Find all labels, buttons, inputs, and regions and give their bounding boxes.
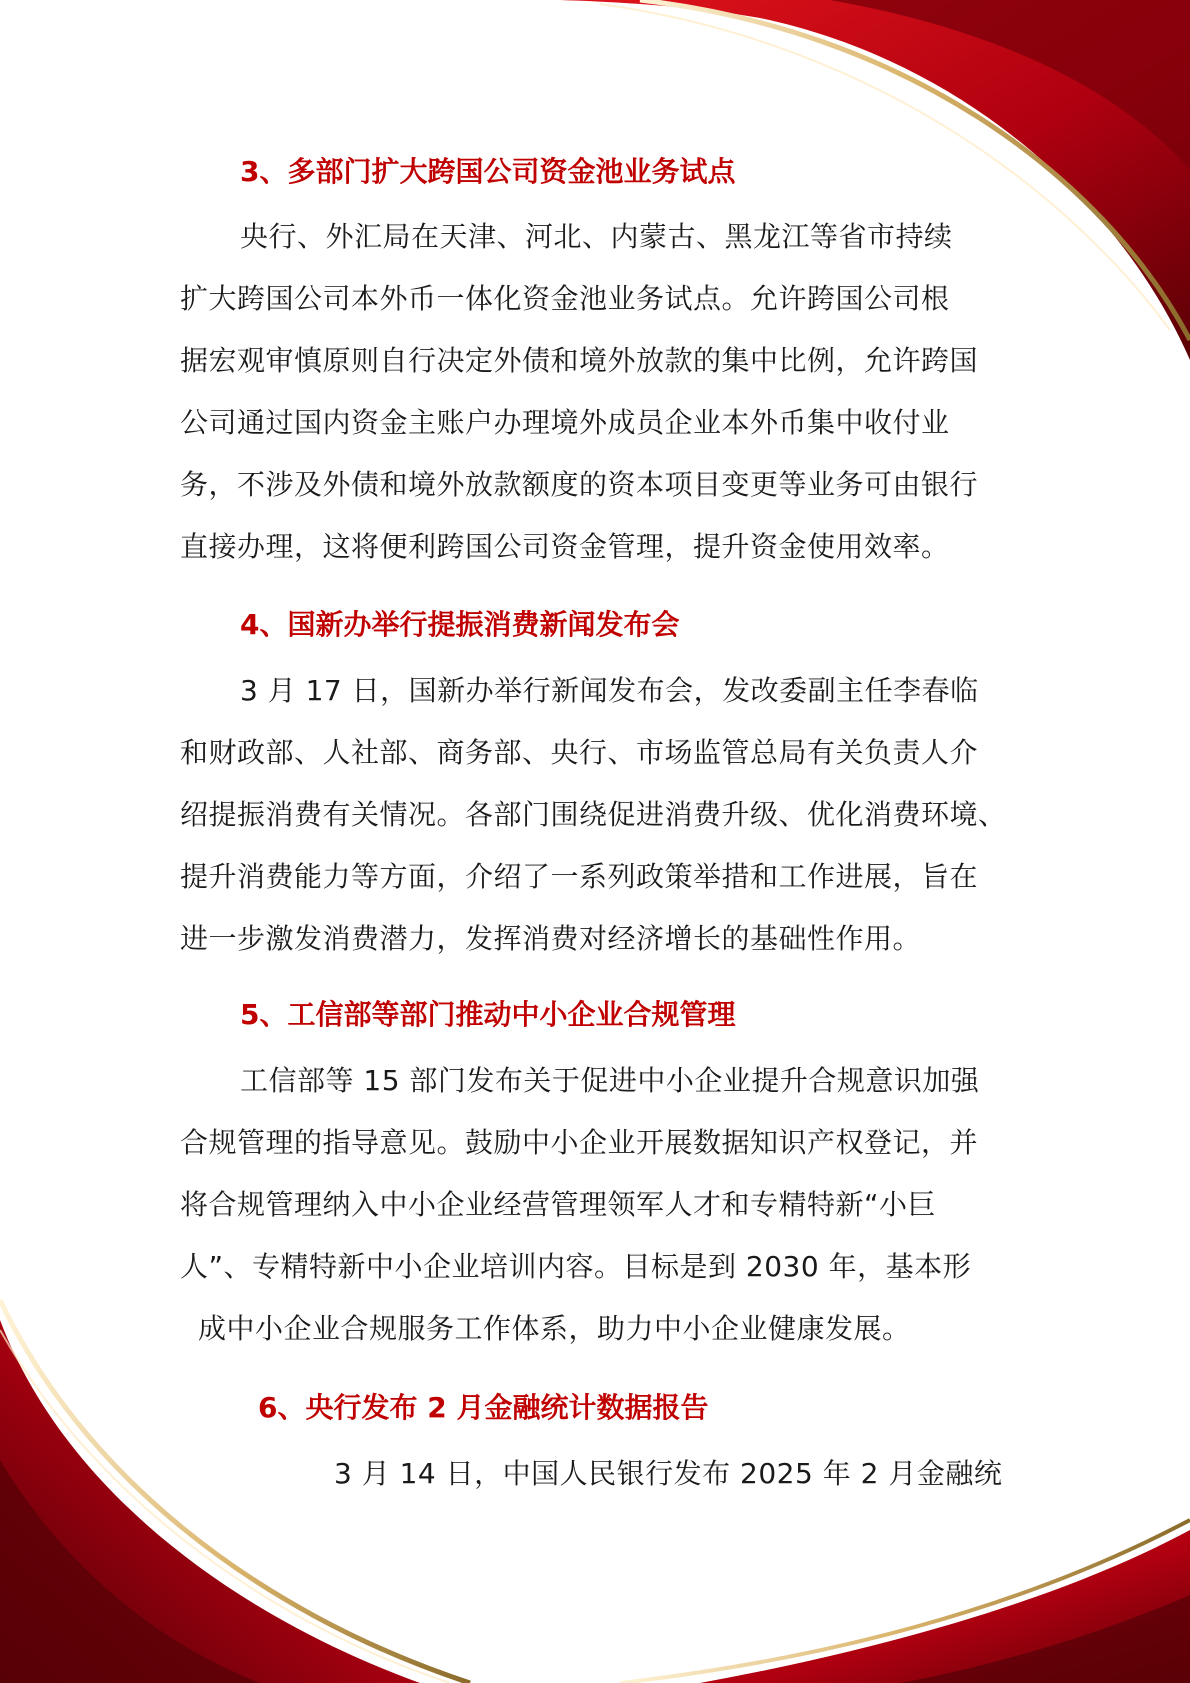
paragraph-line: 人”、专精特新中小企业培训内容。目标是到 2030 年，基本形 bbox=[180, 1250, 972, 1283]
paragraph-line: 将合规管理纳入中小企业经营管理领军人才和专精特新“小巨 bbox=[180, 1188, 937, 1221]
section-6-paragraph bbox=[334, 1443, 1002, 1505]
section-4-title: 4、国新办举行提振消费新闻发布会 bbox=[240, 608, 680, 641]
paragraph-line: 提升消费能力等方面，介绍了一系列政策举措和工作进展，旨在 bbox=[180, 860, 979, 893]
section-3-title: 3、多部门扩大跨国公司资金池业务试点 bbox=[240, 155, 736, 188]
section-5-title: 5、工信部等部门推动中小企业合规管理 bbox=[240, 998, 736, 1031]
section-3-paragraph bbox=[180, 206, 978, 578]
paragraph-line: 据宏观审慎原则自行决定外债和境外放款的集中比例，允许跨国 bbox=[180, 344, 979, 377]
paragraph-line: 工信部等 15 部门发布关于促进中小企业提升合规意识加强 bbox=[240, 1064, 980, 1097]
paragraph-line: 3 月 17 日，国新办举行新闻发布会，发改委副主任李春临 bbox=[240, 674, 979, 707]
paragraph-line: 务，不涉及外债和境外放款额度的资本项目变更等业务可由银行 bbox=[180, 468, 979, 501]
section-4-paragraph bbox=[180, 660, 1007, 970]
section-6-title: 6、央行发布 2 月金融统计数据报告 bbox=[258, 1391, 709, 1424]
paragraph-line: 进一步激发消费潜力，发挥消费对经济增长的基础性作用。 bbox=[180, 922, 922, 955]
paragraph-line: 和财政部、人社部、商务部、央行、市场监管总局有关负责人介 bbox=[180, 736, 979, 769]
paragraph-line: 直接办理，这将便利跨国公司资金管理，提升资金使用效率。 bbox=[180, 530, 950, 563]
paragraph-line: 公司通过国内资金主账户办理境外成员企业本外币集中收付业 bbox=[180, 406, 950, 439]
paragraph-line: 央行、外汇局在天津、河北、内蒙古、黑龙江等省市持续 bbox=[240, 220, 953, 253]
paragraph-line: 扩大跨国公司本外币一体化资金池业务试点。允许跨国公司根 bbox=[180, 282, 950, 315]
paragraph-line: 3 月 14 日，中国人民银行发布 2025 年 2 月金融统 bbox=[334, 1457, 1003, 1490]
paragraph-line: 成中小企业合规服务工作体系，助力中小企业健康发展。 bbox=[198, 1312, 911, 1345]
paragraph-line: 绍提振消费有关情况。各部门围绕促进消费升级、优化消费环境、 bbox=[180, 798, 1007, 831]
section-5-paragraph bbox=[180, 1050, 979, 1360]
paragraph-line: 合规管理的指导意见。鼓励中小企业开展数据知识产权登记，并 bbox=[180, 1126, 979, 1159]
